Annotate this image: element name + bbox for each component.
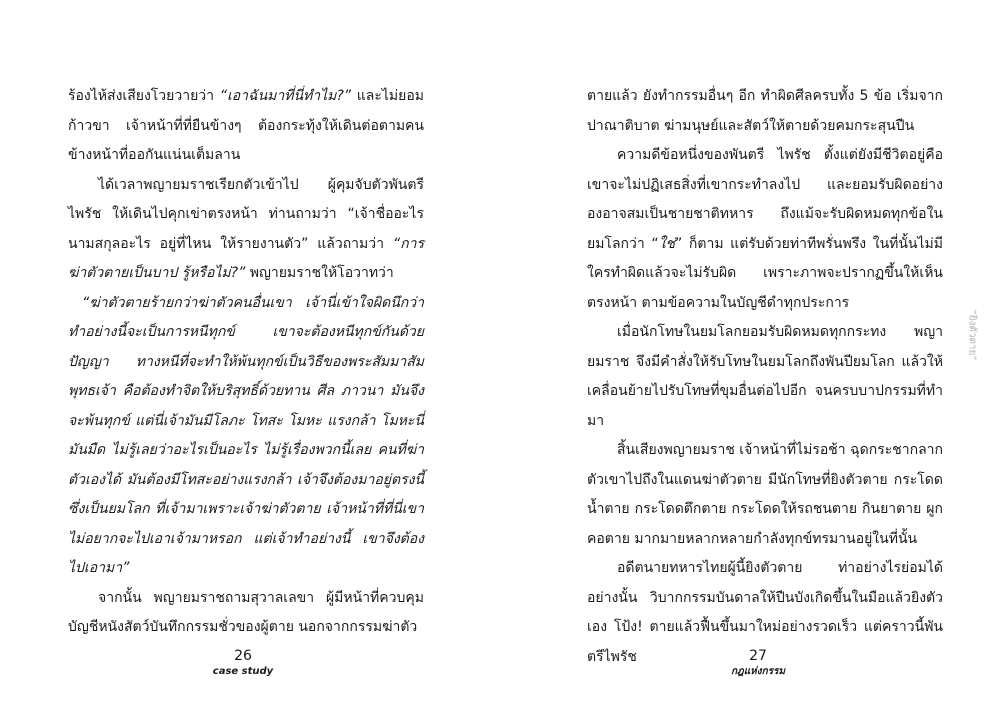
paragraph: ความดีข้อหนึ่งของพันตรี ไพรัช ตั้งแต่ยังมีชีวิตอยู่คือเขาจะไม่ปฏิเสธสิ่งที่เขากระทำลงไป และยอมรับผิดอย่างองอาจสมเป็นชายชาติทหาร ถึงแม้จะรับผิดหมดทุกข้อในยมโลกว่า “ใช่” ก็ตาม แต่รับด้วยท่าทีพรั่นพรึง ในที่นั้นไม่มีใครทำผิดแล้วจะไม่รับผิด เพราะภาพจะปรากฏขึ้นให้เห็นตรงหน้า ตามข้อความในบัญชีดำทุกประการ (587, 147, 944, 311)
running-title: case study (212, 666, 274, 677)
emphasis: ใช่ (658, 235, 675, 252)
left-page-folio (163, 648, 323, 679)
emphasis: “เอาฉันมาที่นี่ทำไม?” (219, 88, 352, 104)
paragraph: ตายแล้ว ยังทำกรรมอื่นๆ อีก ทำผิดศีลครบทั้ง 5 ข้อ เริ่มจากปาณาติบาต ฆ่ามนุษย์และสัตว์ให้ตายด้วยคมกระสุนปืน (587, 88, 943, 134)
paragraph: เมื่อนักโทษในยมโลกยอมรับผิดหมดทุกกระทง พญายมราช จึงมีคำสั่งให้รับโทษในยมโลกถึงพันปียมโลก แล้วให้เคลื่อนย้ายไปรับโทษที่ขุมอื่นต่อไปอีก จนครบบาปกรรมที่ทำมา (587, 324, 943, 429)
right-page (500, 0, 1000, 707)
emphasis: “การฆ่าตัวตายเป็นบาป รู้หรือไม่?” (68, 235, 424, 281)
left-page-body (68, 82, 424, 643)
page-number: 26 (234, 648, 252, 664)
paragraph: ได้เวลาพญายมราชเรียกตัวเข้าไป ผู้คุมจับตัวพันตรีไพรัช ให้เดินไปคุกเข่าตรงหน้า ท่านถามว่า “เจ้าชื่ออะไร นามสกุลอะไร อยู่ที่ไหน ให้รายงานตัว” แล้วถามว่า “การฆ่าตัวตายเป็นบาป รู้หรือไม่?” พญายมราชให้โอวาทว่า (68, 176, 424, 281)
right-page-folio (678, 648, 838, 679)
paragraph: อดีตนายทหารไทยผู้นี้ยิงตัวตาย ท่าอย่างไรย่อมได้อย่างนั้น วิบากกรรมบันดาลให้ปืนบังเกิดขึ้นในมือแล้วยิงตัวเอง โป้ง! ตายแล้วฟื้นขึ้นมาใหม่อย่างรวดเร็ว แต่คราวนี้พันตรีไพรัช (587, 560, 943, 665)
chapter-side-tab (960, 300, 984, 370)
quoted-paragraph: “ฆ่าตัวตายร้ายกว่าฆ่าตัวคนอื่นเขา เจ้านี่เข้าใจผิดนึกว่า ทำอย่างนี้จะเป็นการหนีทุกข์ เขาจะต้องหนีทุกข์กันด้วยปัญญา ทางหนีที่จะทำให้พ้นทุกข์เป็นวิธีของพระสัมมาสัมพุทธเจ้า คือต้องทำจิตให้บริสุทธิ์ด้วยทาน ศีล ภาวนา มันจึงจะพ้นทุกข์ แต่นี่เจ้ามันมีโลภะ โทสะ โมหะ แรงกล้า โมหะนี่มันมืด ไม่รู้เลยว่าอะไรเป็นอะไร ไม่รู้เรื่องพวกนี้เลย คนที่ฆ่าตัวเองได้ มันต้องมีโทสะอย่างแรงกล้า เจ้าจึงต้องมาอยู่ตรงนี้ซึ่งเป็นยมโลก ที่เจ้ามาเพราะเจ้าฆ่าตัวตาย เจ้าหน้าที่ที่นี่เขาไม่อยากจะไปเอาเจ้ามาหรอก แต่เจ้าทำอย่างนี้ เขาจึงต้องไปเอามา” (68, 294, 424, 576)
paragraph: จากนั้น พญายมราชถามสุวาลเลขา ผู้มีหน้าที่ควบคุมบัญชีหนังสัตว์บันทึกกรรมชั่วของผู้ตาย นอกจากกรรมฆ่าตัว (68, 589, 424, 635)
chapter-side-tab-label: “ยิงตัวตาย” (966, 309, 978, 361)
page-number: 27 (749, 648, 767, 664)
right-page-body (587, 82, 943, 672)
running-title: กฎแห่งกรรม (730, 666, 786, 677)
paragraph: ร้องไห้ส่งเสียงโวยวายว่า “เอาฉันมาที่นี่ทำไม?” และไม่ยอมก้าวขา เจ้าหน้าที่ที่ยืนข้างๆ ต้องกระทุ้งให้เดินต่อตามคนข้างหน้าที่ออกันแน่นเต็มลาน (68, 88, 425, 163)
paragraph: สิ้นเสียงพญายมราช เจ้าหน้าที่ไม่รอช้า ฉุดกระชากลากตัวเขาไปถึงในแดนฆ่าตัวตาย มีนักโทษที่ยิงตัวตาย กระโดดน้ำตาย กระโดดตึกตาย กระโดดให้รถชนตาย กินยาตาย ผูกคอตาย มากมายหลากหลายกำลังทุกข์ทรมานอยู่ในที่นั้น (587, 442, 943, 547)
